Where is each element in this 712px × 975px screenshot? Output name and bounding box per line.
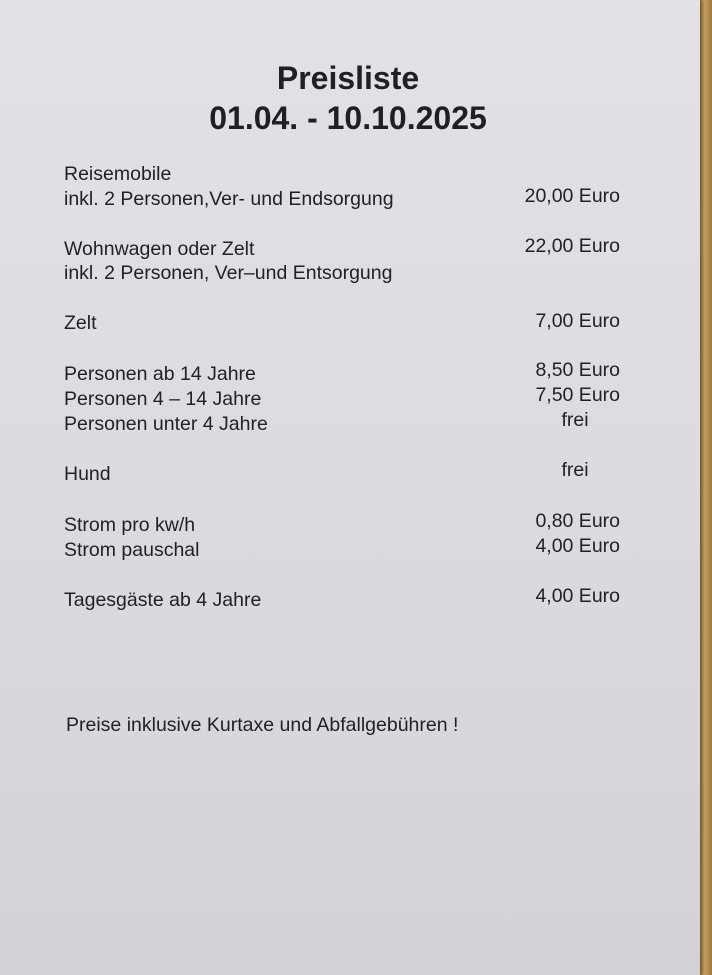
item-label-strom-pauschal: Strom pauschal bbox=[64, 539, 200, 561]
item-label-tagesgaeste: Tagesgäste ab 4 Jahre bbox=[64, 589, 262, 611]
item-label-personen-ab-14: Personen ab 14 Jahre bbox=[64, 363, 256, 385]
item-price-personen-ab-14: 8,50 Euro bbox=[535, 359, 620, 381]
wood-background-edge bbox=[698, 0, 712, 975]
item-price-personen-4-14: 7,50 Euro bbox=[535, 384, 620, 406]
item-price-tagesgaeste: 4,00 Euro bbox=[535, 585, 620, 607]
item-price-reisemobile: 20,00 Euro bbox=[524, 185, 620, 207]
item-label-zelt: Zelt bbox=[64, 312, 97, 334]
item-price-hund: frei bbox=[561, 459, 589, 481]
page-title: Preisliste bbox=[276, 60, 420, 96]
item-price-zelt: 7,00 Euro bbox=[535, 310, 620, 332]
item-label-wohnwagen-details: inkl. 2 Personen, Ver–und Entsorgung bbox=[64, 262, 393, 284]
item-label-personen-4-14: Personen 4 – 14 Jahre bbox=[64, 388, 262, 410]
item-label-strom-kwh: Strom pro kw/h bbox=[64, 514, 196, 536]
footer-note: Preise inklusive Kurtaxe und Abfallgebühren ! bbox=[66, 714, 459, 736]
item-price-strom-kwh: 0,80 Euro bbox=[535, 510, 620, 532]
item-label-hund: Hund bbox=[64, 463, 111, 485]
item-label-personen-unter-4: Personen unter 4 Jahre bbox=[64, 413, 268, 435]
item-label-reisemobile: Reisemobile bbox=[64, 163, 172, 185]
item-price-strom-pauschal: 4,00 Euro bbox=[535, 535, 620, 557]
item-label-reisemobile-details: inkl. 2 Personen,Ver- und Endsorgung bbox=[64, 188, 394, 210]
item-price-personen-unter-4: frei bbox=[561, 409, 589, 431]
validity-period: 01.04. - 10.10.2025 bbox=[209, 100, 487, 136]
item-price-wohnwagen: 22,00 Euro bbox=[524, 235, 620, 257]
item-label-wohnwagen: Wohnwagen oder Zelt bbox=[64, 238, 255, 260]
